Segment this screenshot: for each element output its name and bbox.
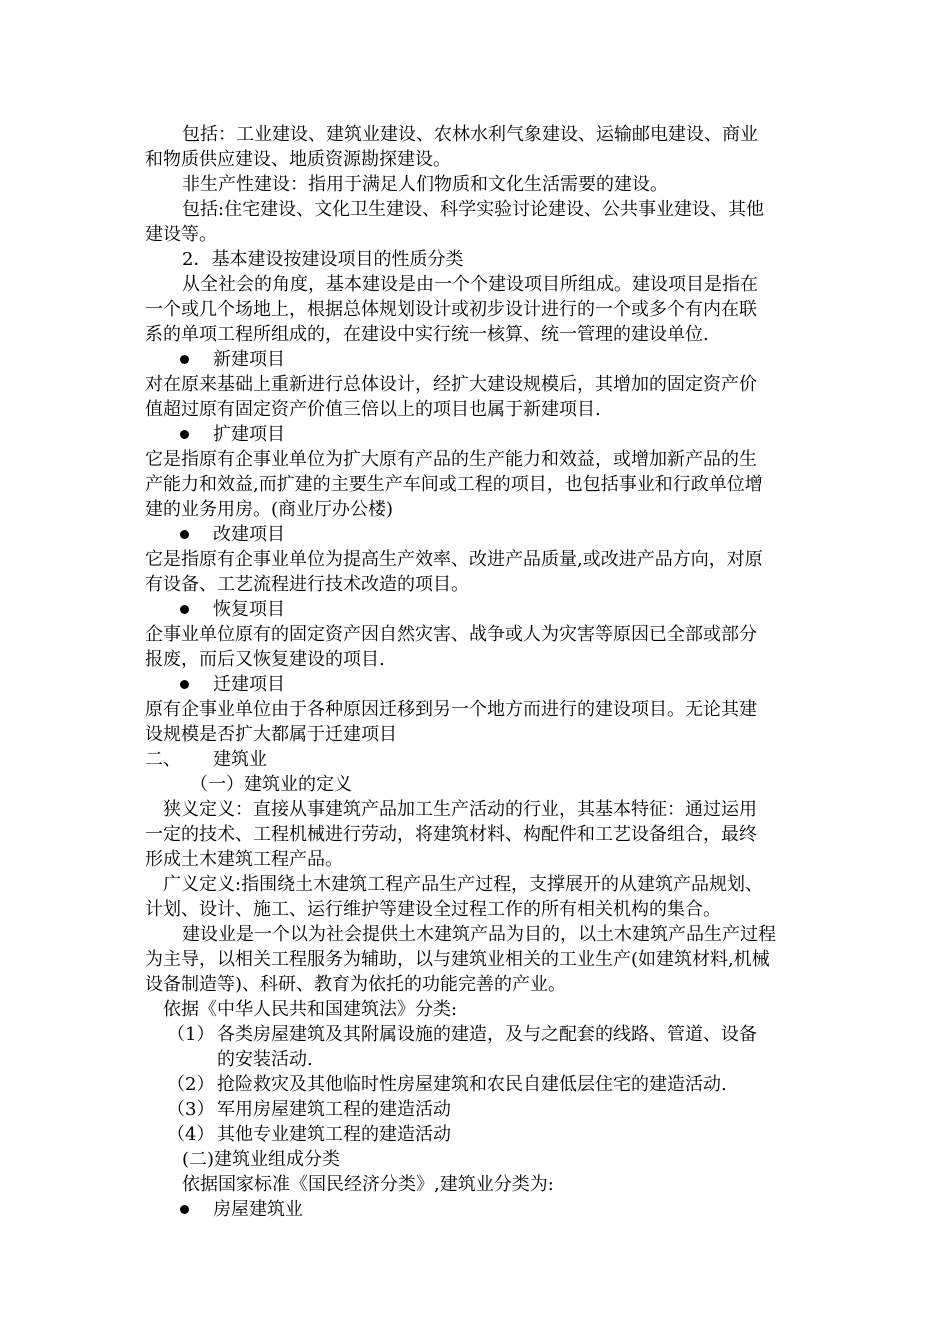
paragraph-line: 包括:住宅建设、文化卫生建设、科学实验讨论建设、公共事业建设、其他 <box>182 199 765 220</box>
bullet-item <box>145 347 810 372</box>
item-text: 军用房屋建筑工程的建造活动 <box>217 1099 451 1120</box>
numbered-item <box>145 1022 810 1047</box>
paragraph-line: 产能力和效益,而扩建的主要生产车间或工程的项目，也包括事业和行政单位增 <box>145 474 763 495</box>
paragraph-line: 设规模是否扩大都属于迁建项目 <box>145 724 397 745</box>
paragraph-line: 计划、设计、施工、运行维护等建设全过程工作的所有相关机构的集合。 <box>145 899 721 920</box>
paragraph-line: 广义定义:指围绕土木建筑工程产品生产过程，支撑展开的从建筑产品规划、 <box>163 874 764 895</box>
numbered-item <box>145 1097 810 1122</box>
paragraph-line: 一个或几个场地上，根据总体规划设计或初步设计进行的一个或多个有内在联 <box>145 299 757 320</box>
bullet-label: 房屋建筑业 <box>213 1199 303 1220</box>
subsection-heading: (二)建筑业组成分类 <box>182 1149 341 1170</box>
paragraph-line: 设备制造等)、科研、教育为依托的功能完善的产业。 <box>145 974 567 995</box>
bullet-dot-icon <box>180 530 189 539</box>
item-number: （4） <box>167 1124 215 1145</box>
bullet-dot-icon <box>180 605 189 614</box>
item-text-continued: 的安装活动. <box>217 1049 313 1070</box>
paragraph-line: 包括：工业建设、建筑业建设、农林水利气象建设、运输邮电建设、商业 <box>182 124 758 145</box>
section-heading <box>145 747 810 772</box>
paragraph-line: 建的业务用房。(商业厅办公楼) <box>145 499 394 520</box>
paragraph-line: 值超过原有固定资产价值三倍以上的项目也属于新建项目. <box>145 399 601 420</box>
item-text: 抢险救灾及其他临时性房屋建筑和农民自建低层住宅的建造活动. <box>217 1074 727 1095</box>
bullet-dot-icon <box>180 680 189 689</box>
section-title: 建筑业 <box>213 749 267 770</box>
section-number: 二、 <box>145 749 181 770</box>
item-number: （1） <box>167 1024 215 1045</box>
paragraph-line: 原有企事业单位由于各种原因迁移到另一个地方而进行的建设项目。无论其建 <box>145 699 757 720</box>
section-heading: 2．基本建设按建设项目的性质分类 <box>182 249 464 270</box>
bullet-label: 新建项目 <box>213 349 285 370</box>
paragraph-line: 建设等。 <box>145 224 217 245</box>
paragraph-line: 和物质供应建设、地质资源勘探建设。 <box>145 149 451 170</box>
paragraph-line: 从全社会的角度，基本建设是由一个个建设项目所组成。建设项目是指在 <box>182 274 758 295</box>
numbered-item <box>145 1072 810 1097</box>
paragraph-line: 依据国家标准《国民经济分类》,建筑业分类为: <box>182 1174 554 1195</box>
numbered-item <box>145 1122 810 1147</box>
paragraph-line: 系的单项工程所组成的，在建设中实行统一核算、统一管理的建设单位. <box>145 324 709 345</box>
item-number: （2） <box>167 1074 215 1095</box>
bullet-label: 迁建项目 <box>213 674 285 695</box>
bullet-item <box>145 522 810 547</box>
item-text: 其他专业建筑工程的建造活动 <box>217 1124 451 1145</box>
paragraph-line: 狭义定义：直接从事建筑产品加工生产活动的行业，其基本特征：通过运用 <box>163 799 757 820</box>
paragraph-line: 为主导，以相关工程服务为辅助，以与建筑业相关的工业生产(如建筑材料,机械 <box>145 949 770 970</box>
bullet-label: 改建项目 <box>213 524 285 545</box>
paragraph-line: 依据《中华人民共和国建筑法》分类: <box>163 999 458 1020</box>
paragraph-line: 对在原来基础上重新进行总体设计，经扩大建设规模后，其增加的固定资产价 <box>145 374 757 395</box>
bullet-item <box>145 422 810 447</box>
paragraph-line: 建设业是一个以为社会提供土木建筑产品为目的，以土木建筑产品生产过程 <box>182 924 776 945</box>
paragraph-line: 有设备、工艺流程进行技术改造的项目。 <box>145 574 469 595</box>
paragraph-line: 一定的技术、工程机械进行劳动，将建筑材料、构配件和工艺设备组合，最终 <box>145 824 757 845</box>
subsection-heading: （一）建筑业的定义 <box>190 774 352 795</box>
paragraph-line: 它是指原有企事业单位为提高生产效率、改进产品质量,或改进产品方向，对原 <box>145 549 763 570</box>
paragraph-line: 形成土木建筑工程产品。 <box>145 849 343 870</box>
item-text: 各类房屋建筑及其附属设施的建造，及与之配套的线路、管道、设备 <box>217 1024 757 1045</box>
paragraph-line: 它是指原有企事业单位为扩大原有产品的生产能力和效益，或增加新产品的生 <box>145 449 757 470</box>
paragraph-line: 企事业单位原有的固定资产因自然灾害、战争或人为灾害等原因已全部或部分 <box>145 624 757 645</box>
paragraph-line: 非生产性建设：指用于满足人们物质和文化生活需要的建设。 <box>182 174 668 195</box>
bullet-label: 扩建项目 <box>213 424 285 445</box>
bullet-item <box>145 672 810 697</box>
bullet-dot-icon <box>180 430 189 439</box>
bullet-item <box>145 597 810 622</box>
document-body <box>145 122 810 1222</box>
bullet-dot-icon <box>180 1205 189 1214</box>
paragraph-line: 报废，而后又恢复建设的项目. <box>145 649 385 670</box>
item-number: （3） <box>167 1099 215 1120</box>
bullet-label: 恢复项目 <box>213 599 285 620</box>
bullet-dot-icon <box>180 355 189 364</box>
bullet-item <box>145 1197 810 1222</box>
